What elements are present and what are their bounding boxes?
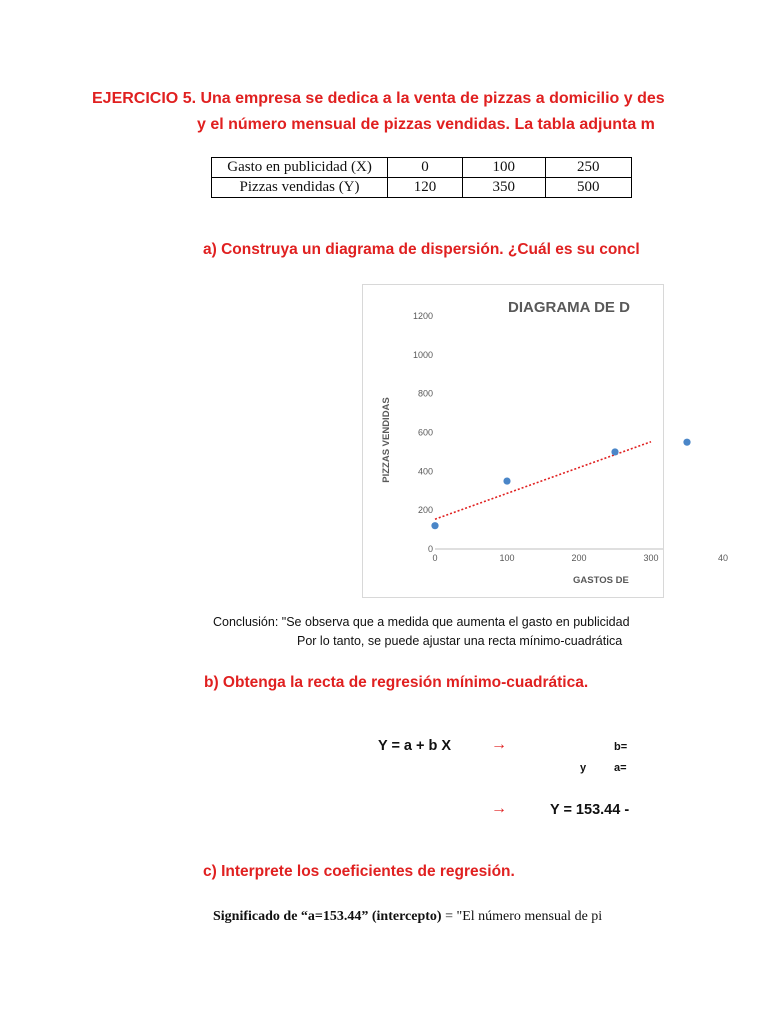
scatter-chart [362,284,729,598]
data-point [611,448,618,455]
x-ticks [432,553,728,563]
conclusion-line2: Por lo tanto, se puede ajustar una recta mínimo-cuadrática [297,634,623,648]
y-ticks [413,311,433,554]
data-point [431,522,438,529]
b-label: b= [614,741,628,753]
table-row [212,158,632,178]
x-tick-label: 300 [643,553,659,563]
table-row-label: Pizzas vendidas (Y) [212,178,388,198]
trendline [435,442,651,519]
y-tick-label: 800 [417,388,433,399]
y-tick-label: 400 [417,466,433,477]
table-cell: 100 [463,158,546,178]
regression-result: Y = 153.44 - [550,802,630,818]
arrow-icon: → [491,736,507,753]
table-cell: 0 [388,158,463,178]
data-point [503,477,510,484]
table-cell: 350 [463,178,546,198]
conclusion-line1: Conclusión: "Se observa que a medida que aumenta el gasto en publicidad [213,615,630,629]
chart-title: DIAGRAMA DE D [508,299,630,316]
exercise-title-line1: EJERCICIO 5. Una empresa se dedica a la venta de pizzas a domicilio y des [92,90,665,107]
y-tick-label: 1000 [412,349,433,360]
trendline-path [435,442,651,519]
x-tick-label: 200 [571,553,587,563]
x-tick-label: 0 [432,553,438,563]
data-table [211,157,632,198]
question-b: b) Obtenga la recta de regresión mínimo-cuadrática. [204,674,589,691]
table-row [212,178,632,198]
significado-line [213,909,602,925]
y-tick-label: 600 [417,427,433,438]
exercise-title-line2: y el número mensual de pizzas vendidas. La tabla adjunta m [197,116,655,133]
y-axis-label: PIZZAS VENDIDAS [381,397,392,483]
y-tick-label: 1200 [412,311,433,321]
y-tick-label: 0 [427,544,433,554]
data-points [431,439,690,530]
y-tick-label: 200 [417,505,433,516]
x-tick-label: 100 [499,553,515,563]
x-tick-label: 40 [717,553,729,563]
question-c: c) Interprete los coeficientes de regresión. [203,863,515,880]
table-row-label: Gasto en publicidad (X) [212,158,388,178]
x-axis-label: GASTOS DE [573,575,629,586]
table-cell: 500 [545,178,631,198]
data-point [683,439,690,446]
scatter-chart-svg [363,285,729,597]
a-label: a= [614,762,627,774]
significado-bold: Significado de “a=153.44” (intercepto) [213,909,442,924]
regression-formula: Y = a + b X [378,738,452,754]
significado-rest: = "El número mensual de pi [441,909,603,924]
y-label: y [580,762,587,774]
arrow-icon: → [491,800,507,817]
question-a: a) Construya un diagrama de dispersión. ¿Cuál es su concl [203,241,640,258]
table-cell: 120 [388,178,463,198]
table-cell: 250 [545,158,631,178]
